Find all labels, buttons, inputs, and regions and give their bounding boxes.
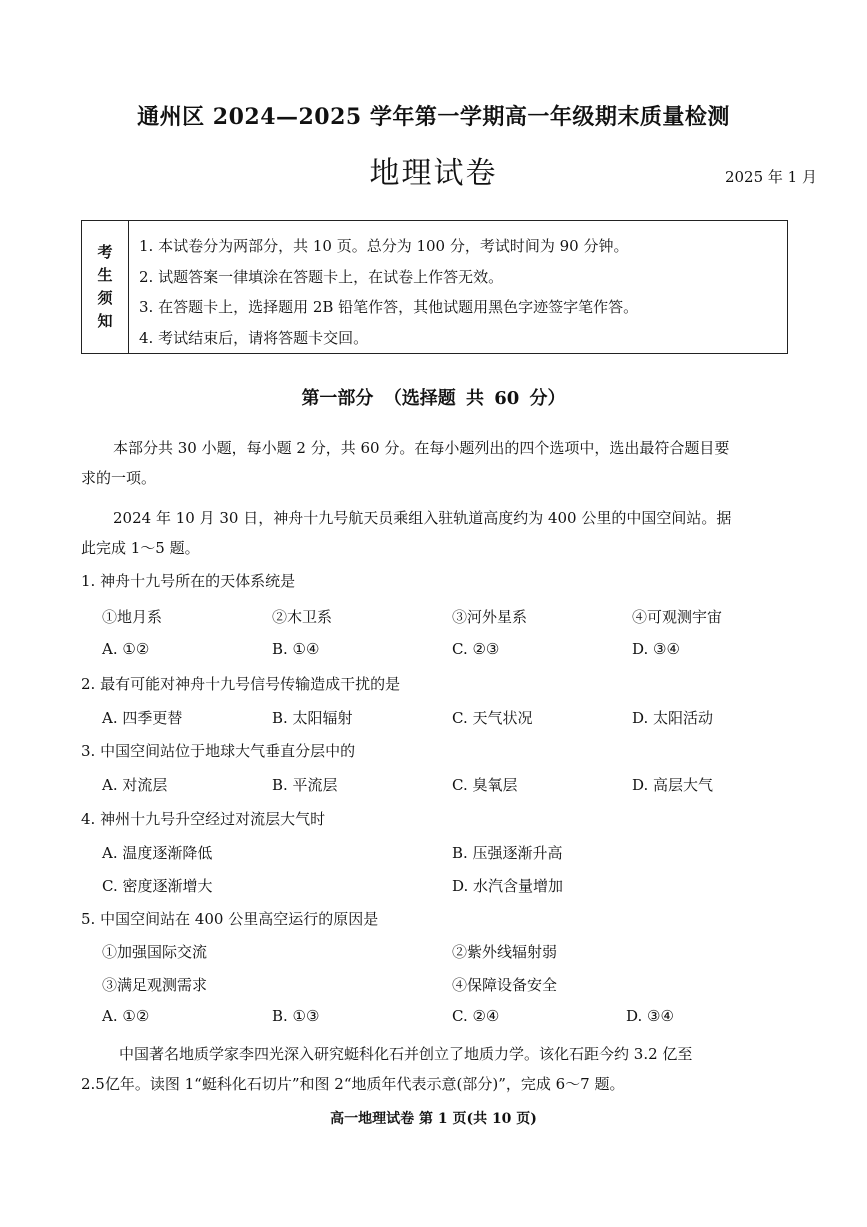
q5-option-c[interactable]: C. ②④ — [452, 1007, 500, 1025]
exam-title: 通州区 2024—2025 学年第一学期高一年级期末质量检测 — [137, 104, 730, 130]
q1-option-b[interactable]: B. ①④ — [272, 640, 320, 658]
section-intro-line1: 本部分共 30 小题，每小题 2 分，共 60 分。在每小题列出的四个选项中，选出最符合题目要 — [113, 439, 730, 457]
notice-box — [81, 220, 788, 354]
q1-option-d[interactable]: D. ③④ — [632, 640, 680, 658]
notice-label-char: 知 — [97, 312, 113, 330]
q5-stem: 5. 中国空间站在 400 公里高空运行的原因是 — [81, 910, 379, 928]
q4-option-d[interactable]: D. 水汽含量增加 — [452, 877, 564, 895]
notice-item: 1. 本试卷分为两部分，共 10 页。总分为 100 分，考试时间为 90 分钟。 — [139, 237, 629, 255]
q5-option-b[interactable]: B. ①③ — [272, 1007, 320, 1025]
section-title: 第一部分 （选择题 共 60 分） — [301, 388, 566, 409]
q3-option-c[interactable]: C. 臭氧层 — [452, 776, 518, 794]
notice-item: 4. 考试结束后，请将答题卡交回。 — [139, 328, 369, 347]
q1-option-c[interactable]: C. ②③ — [452, 640, 500, 658]
exam-date: 2025 年 1 月 — [724, 168, 817, 186]
q1-item: ①地月系 — [102, 608, 163, 626]
q5-option-d[interactable]: D. ③④ — [626, 1007, 674, 1025]
notice-label-char: 考 — [97, 243, 113, 261]
q3-option-b[interactable]: B. 平流层 — [272, 776, 338, 794]
q5-item: ④保障设备安全 — [452, 976, 558, 994]
page-footer: 高一地理试卷 第 1 页(共 10 页) — [330, 1111, 537, 1127]
q3-stem: 3. 中国空间站位于地球大气垂直分层中的 — [81, 742, 356, 760]
q5-item: ③满足观测需求 — [102, 976, 208, 994]
notice-items — [129, 221, 638, 353]
notice-label-char: 须 — [97, 289, 113, 307]
q2-stem: 2. 最有可能对神舟十九号信号传输造成干扰的是 — [81, 675, 401, 693]
passage2-line2: 2.5亿年。读图 1“蜓科化石切片”和图 2“地质年代表示意(部分)”，完成 6～7 题。 — [81, 1075, 625, 1093]
q4-option-b[interactable]: B. 压强逐渐升高 — [452, 844, 563, 862]
notice-item: 3. 在答题卡上，选择题用 2B 铅笔作答，其他试题用黑色字迹签字笔作答。 — [139, 298, 639, 316]
q2-option-a[interactable]: A. 四季更替 — [102, 709, 183, 727]
q2-option-c[interactable]: C. 天气状况 — [452, 709, 533, 727]
q1-item: ④可观测宇宙 — [632, 608, 723, 626]
q1-stem: 1. 神舟十九号所在的天体系统是 — [81, 572, 296, 590]
notice-label-char: 生 — [97, 266, 113, 284]
q4-option-a[interactable]: A. 温度逐渐降低 — [102, 844, 213, 862]
q3-option-d[interactable]: D. 高层大气 — [632, 776, 714, 794]
passage2-line1: 中国著名地质学家李四光深入研究蜓科化石并创立了地质力学。该化石距今约 3.2 亿至 — [119, 1045, 693, 1063]
notice-item: 2. 试题答案一律填涂在答题卡上，在试卷上作答无效。 — [139, 267, 504, 286]
q2-option-d[interactable]: D. 太阳活动 — [632, 709, 714, 727]
q5-item: ②紫外线辐射弱 — [452, 943, 558, 961]
q4-option-c[interactable]: C. 密度逐渐增大 — [102, 877, 213, 895]
passage1-line2: 此完成 1～5 题。 — [81, 539, 200, 557]
q5-item: ①加强国际交流 — [102, 943, 208, 961]
notice-label — [82, 221, 129, 353]
q3-option-a[interactable]: A. 对流层 — [102, 776, 168, 794]
q4-stem: 4. 神州十九号升空经过对流层大气时 — [81, 810, 326, 828]
section-intro-line2: 求的一项。 — [81, 469, 157, 487]
q2-option-b[interactable]: B. 太阳辐射 — [272, 709, 353, 727]
q5-option-a[interactable]: A. ①② — [102, 1007, 150, 1025]
exam-subject: 地理试卷 — [369, 156, 498, 191]
q1-option-a[interactable]: A. ①② — [102, 640, 150, 658]
q1-item: ②木卫系 — [272, 608, 333, 626]
q1-item: ③河外星系 — [452, 608, 528, 626]
passage1-line1: 2024 年 10 月 30 日，神舟十九号航天员乘组入驻轨道高度约为 400 公里的中国空间站。据 — [113, 509, 732, 527]
